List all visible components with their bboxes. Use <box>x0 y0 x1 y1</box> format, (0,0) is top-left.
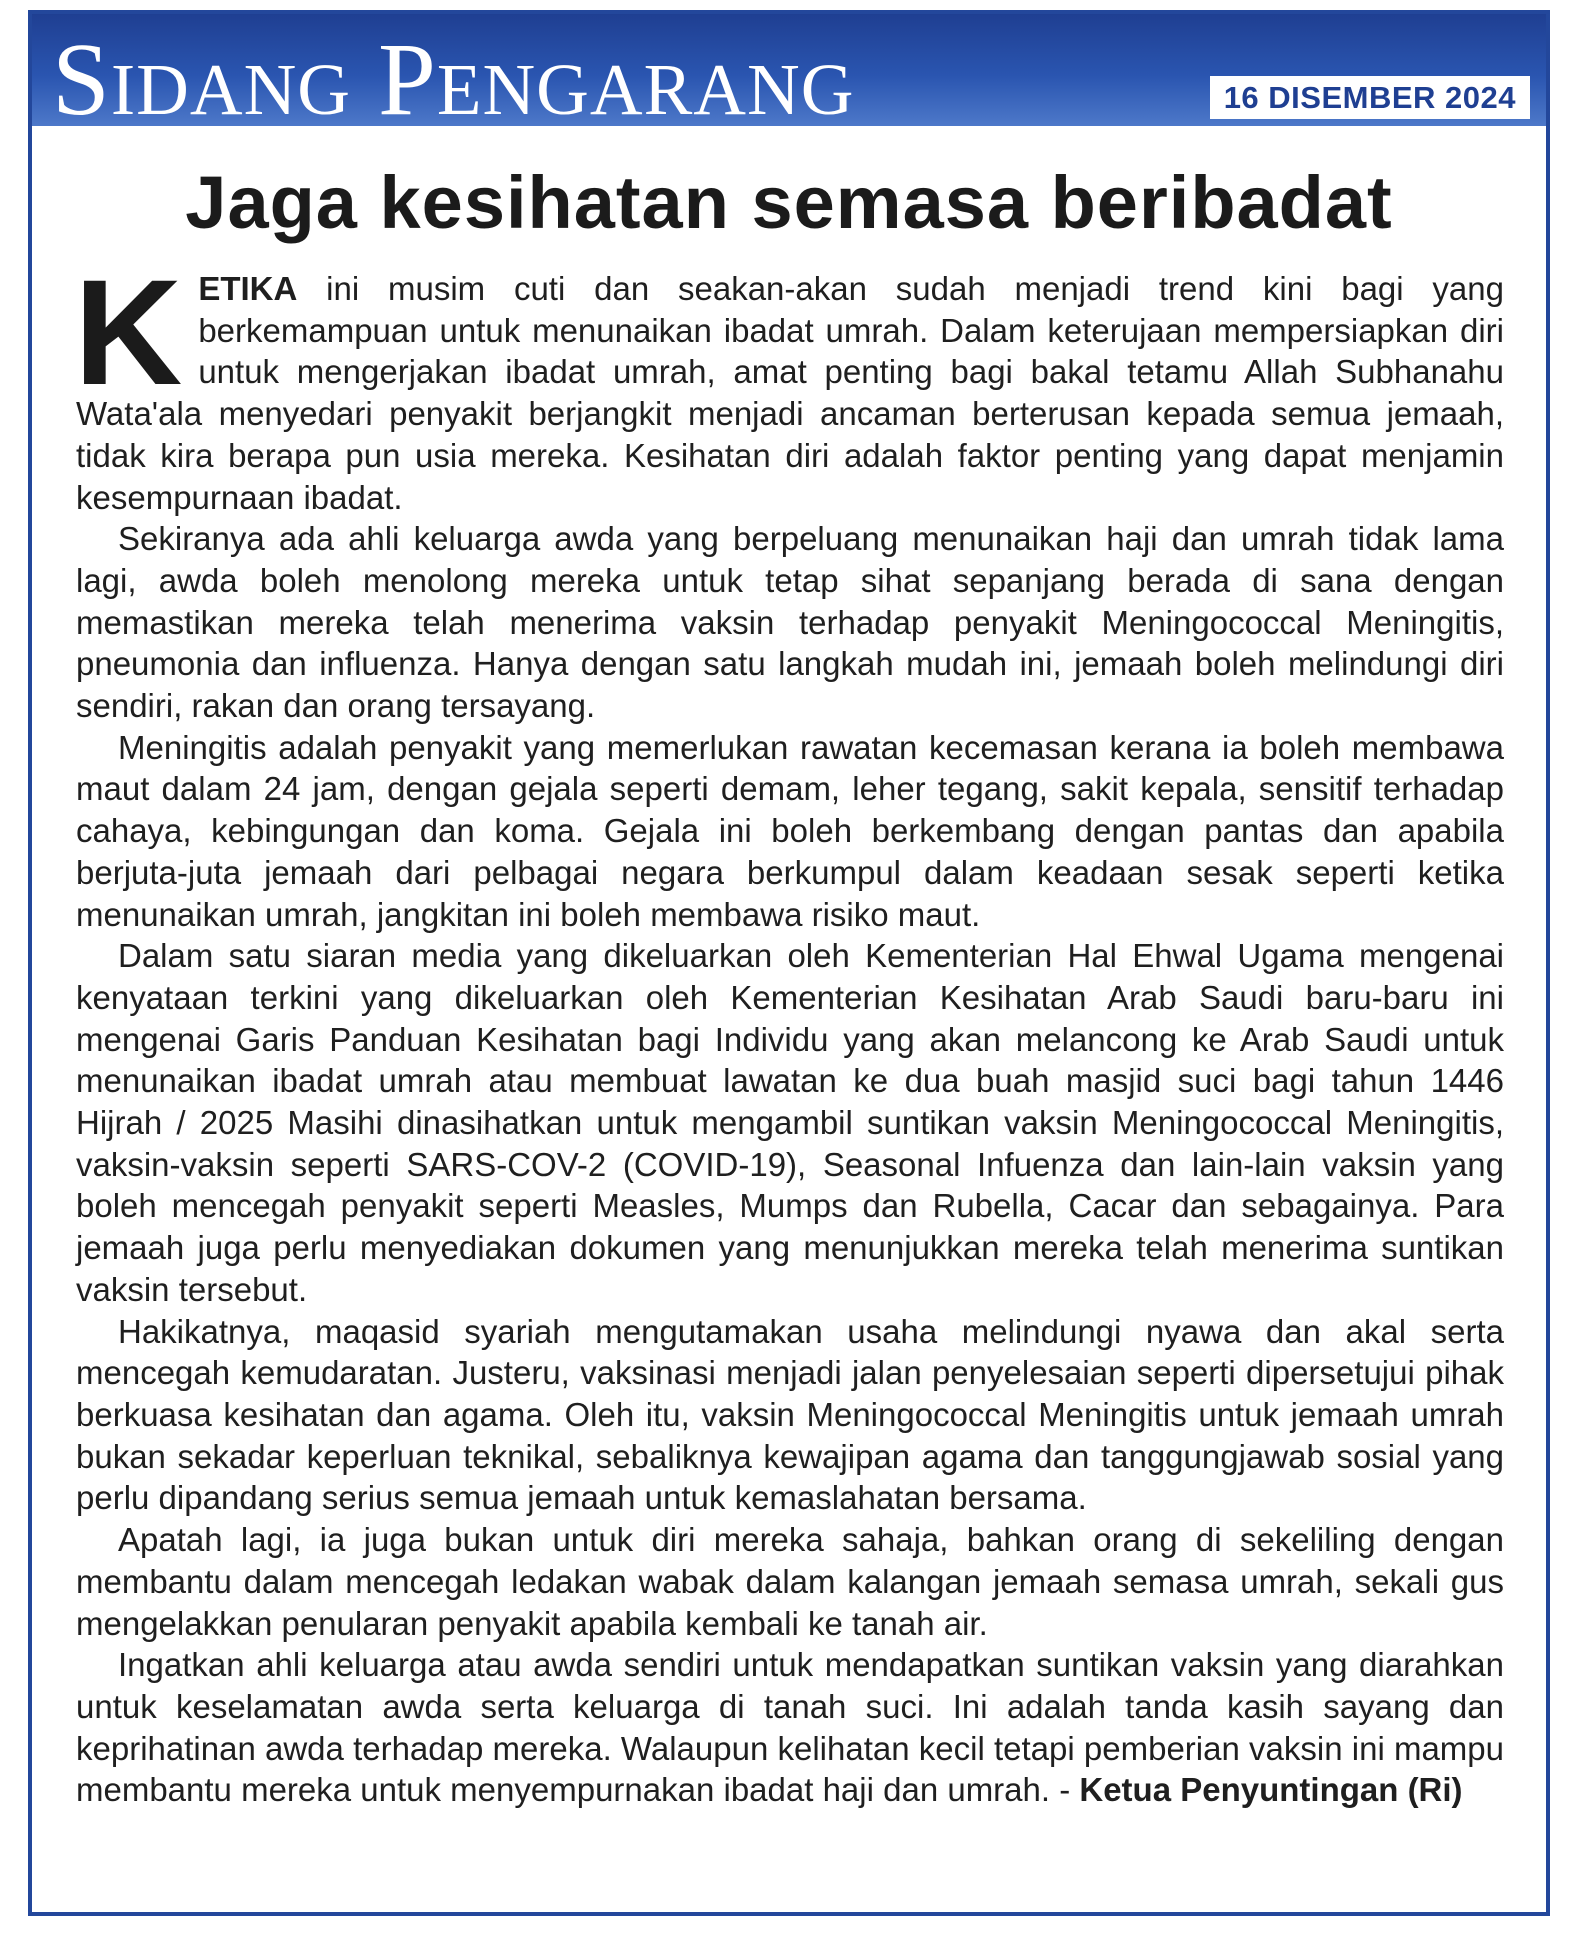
masthead-title: Sidang Pengarang <box>52 22 855 126</box>
publication-date: 16 DISEMBER 2024 <box>1210 76 1530 119</box>
article-paragraph-7 <box>76 1644 1504 1811</box>
author-signature: Ketua Penyuntingan (Ri) <box>1079 1771 1463 1809</box>
article-headline: Jaga kesihatan semasa beribadat <box>185 161 1393 244</box>
paragraph-7-text: Ingatkan ahli keluarga atau awda sendiri untuk mendapatkan suntikan vaksin yang diarahkan untuk keselamatan awda serta keluarga di tanah suci. Ini adalah tanda kasih sayang dan keprihatinan awda terhadap mereka. Walaupun kelihatan kecil tetapi pemberian vaksin ini mampu membantu mereka untuk menyempurnakan ibadat haji dan umrah. - <box>76 1646 1504 1809</box>
drop-cap: K <box>74 248 183 416</box>
article-paragraph-4: Dalam satu siaran media yang dikeluarkan oleh Kementerian Hal Ehwal Ugama mengenai kenyataan terkini yang dikeluarkan oleh Kementerian Kesihatan Arab Saudi baru-baru ini mengenai Garis Panduan Kesihatan bagi Individu yang akan melancong ke Arab Saudi untuk menunaikan ibadat umrah atau membuat lawatan ke dua buah masjid suci bagi tahun 1446 Hijrah / 2025 Masihi dinasihatkan untuk mengambil suntikan vaksin Meningococcal Meningitis, vaksin-vaksin seperti SARS-COV-2 (COVID-19), Seasonal Infuenza dan lain-lain vaksin yang boleh mencegah penyakit seperti Measles, Mumps dan Rubella, Cacar dan sebagainya. Para jemaah juga perlu menyediakan dokumen yang menunjukkan mereka telah menerima suntikan vaksin tersebut. <box>76 937 1504 1308</box>
article-paragraph-1 <box>74 248 1504 518</box>
article-paragraph-3: Meningitis adalah penyakit yang memerlukan rawatan kecemasan kerana ia boleh membawa maut dalam 24 jam, dengan gejala seperti demam, leher tegang, sakit kepala, sensitif terhadap cahaya, kebingungan dan koma. Gejala ini boleh berkembang dengan pantas dan apabila berjuta-juta jemaah dari pelbagai negara berkumpul dalam keadaan sesak seperti ketika menunaikan umrah, jangkitan ini boleh membawa risiko maut. <box>76 728 1504 933</box>
masthead-banner <box>32 14 1546 126</box>
editorial-frame <box>28 10 1550 1916</box>
article-paragraph-5: Hakikatnya, maqasid syariah mengutamakan usaha melindungi nyawa dan akal serta mencegah kemudaratan. Justeru, vaksinasi menjadi jalan penyelesaian seperti dipersetujui pihak berkuasa kesihatan dan agama. Oleh itu, vaksin Meningococcal Meningitis untuk jemaah umrah bukan sekadar keperluan teknikal, sebaliknya kewajipan agama dan tanggungjawab sosial yang perlu dipandang serius semua jemaah untuk kemaslahatan bersama. <box>76 1312 1504 1517</box>
article-paragraph-2: Sekiranya ada ahli keluarga awda yang berpeluang menunaikan haji dan umrah tidak lama lagi, awda boleh menolong mereka untuk tetap sihat sepanjang berada di sana dengan memastikan mereka telah menerima vaksin terhadap penyakit Meningococcal Meningitis, pneumonia dan influenza. Hanya dengan satu langkah mudah ini, jemaah boleh melindungi diri sendiri, rakan dan orang tersayang. <box>76 520 1504 725</box>
article-body <box>74 248 1504 1811</box>
paragraph-1-text: ini musim cuti dan seakan-akan sudah menjadi trend kini bagi yang berkemampuan untuk menunaikan ibadat umrah. Dalam keterujaan mempersiapkan diri untuk mengerjakan ibadat umrah, amat penting bagi bakal tetamu Allah Subhanahu Wata'ala menyedari penyakit berjangkit menjadi ancaman berterusan kepada semua jemaah, tidak kira berapa pun usia mereka. Kesihatan diri adalah faktor penting yang dapat menjamin kesempurnaan ibadat. <box>76 270 1504 516</box>
lead-word: ETIKA <box>198 270 298 307</box>
article-paragraph-6: Apatah lagi, ia juga bukan untuk diri mereka sahaja, bahkan orang di sekeliling dengan membantu dalam mencegah ledakan wabak dalam kalangan jemaah semasa umrah, sekali gus mengelakkan penularan penyakit apabila kembali ke tanah air. <box>76 1521 1504 1642</box>
